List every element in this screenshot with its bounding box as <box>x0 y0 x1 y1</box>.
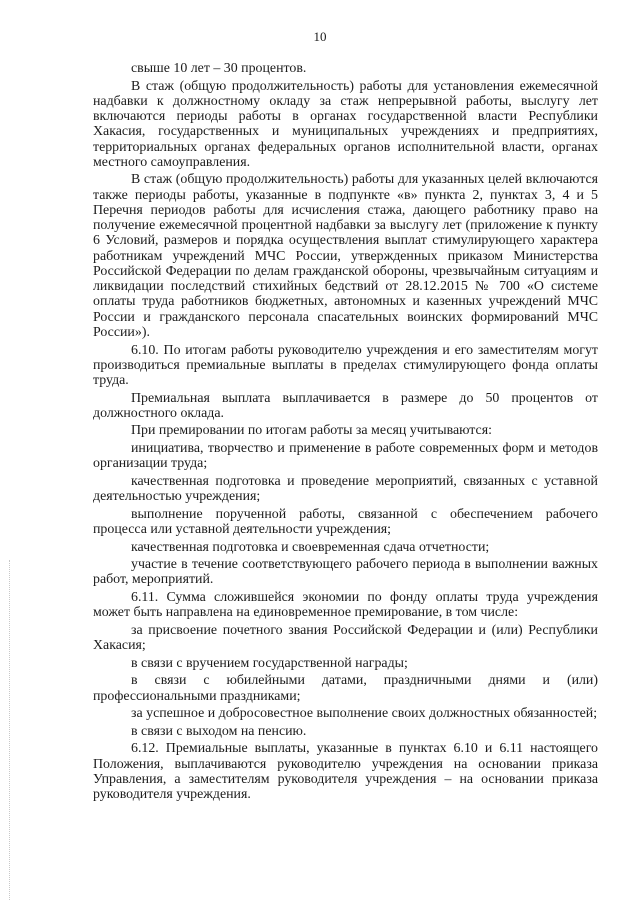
paragraph-honorary-title: за присвоение почетного звания Российской Федерации и (или) Республики Хакасия; <box>93 622 598 654</box>
document-body <box>93 61 598 805</box>
paragraph-criterion-initiative: инициатива, творчество и применение в работе современных форм и методов организации труда; <box>93 441 598 472</box>
scan-margin-marks <box>9 560 11 900</box>
paragraph-state-award: в связи с вручением государственной награды; <box>131 655 408 671</box>
paragraph-seniority-periods: В стаж (общую продолжительность) работы для установления ежемесячной надбавки к должностному окладу за стаж непрерывной работы, выслугу лет включаются периоды работы в органах государственной власти Республики Хакасия, государственных и муниципальных учреждениях и предприятиях, территориальных органах федеральных органов исполнительной власти, органах местного самоуправления. <box>93 78 598 170</box>
paragraph-6-12: 6.12. Премиальные выплаты, указанные в пунктах 6.10 и 6.11 настоящего Положения, выплачиваются руководителю учреждения на основании приказа Управления, а заместителям руководителя учреждения – на основании приказа руководителя учреждения. <box>93 741 598 803</box>
paragraph-criterion-reporting: качественная подготовка и своевременная сдача отчетности; <box>131 539 490 555</box>
paragraph-criterion-assigned-work: выполнение порученной работы, связанной с обеспечением рабочего процесса или уставной деятельности учреждения; <box>93 506 598 537</box>
paragraph-bonus-criteria-intro: При премировании по итогам работы за месяц учитываются: <box>131 423 492 439</box>
paragraph-duties: за успешное и добросовестное выполнение своих должностных обязанностей; <box>131 706 598 722</box>
paragraph-anniversaries: в связи с юбилейными датами, праздничными днями и (или) профессиональными праздниками; <box>93 673 598 704</box>
paragraph-6-11: 6.11. Сумма сложившейся экономии по фонду оплаты труда учреждения может быть направлена на единовременное премирование, в том числе: <box>93 590 598 621</box>
paragraph-criterion-important-work: участие в течение соответствующего рабочего периода в выполнении важных работ, мероприятий. <box>93 557 598 588</box>
paragraph-additional-periods: В стаж (общую продолжительность) работы для указанных целей включаются также периоды работы, указанные в подпункте «в» пункта 2, пунктах 3, 4 и 5 Перечня периодов работы для исчисления стажа, дающего работнику право на получение ежемесячной процентной надбавки за выслугу лет (приложение к пункту 6 Условий, размеров и порядка осуществления выплат стимулирующего характера работникам учреждений МЧС России, утвержденных приказом Министерства Российской Федерации по делам гражданской обороны, чрезвычайным ситуациям и ликвидации последствий стихийных бедствий от 28.12.2015 № 700 «О системе оплаты труда работников бюджетных, автономных и казенных учреждений МЧС России и гражданского персонала спасательных воинских формирований МЧС России»). <box>93 172 598 340</box>
paragraph-retirement: в связи с выходом на пенсию. <box>131 723 307 739</box>
paragraph-bonus-size: Премиальная выплата выплачивается в размере до 50 процентов от должностного оклада. <box>93 390 598 421</box>
paragraph-6-10: 6.10. По итогам работы руководителю учреждения и его заместителям могут производиться премиальные выплаты в пределах стимулирующего фонда оплаты труда. <box>93 342 598 389</box>
page-number: 10 <box>313 29 327 44</box>
paragraph-seniority-30: свыше 10 лет – 30 процентов. <box>131 61 307 76</box>
paragraph-criterion-events: качественная подготовка и проведение мероприятий, связанных с уставной деятельностью учреждения; <box>93 473 598 505</box>
